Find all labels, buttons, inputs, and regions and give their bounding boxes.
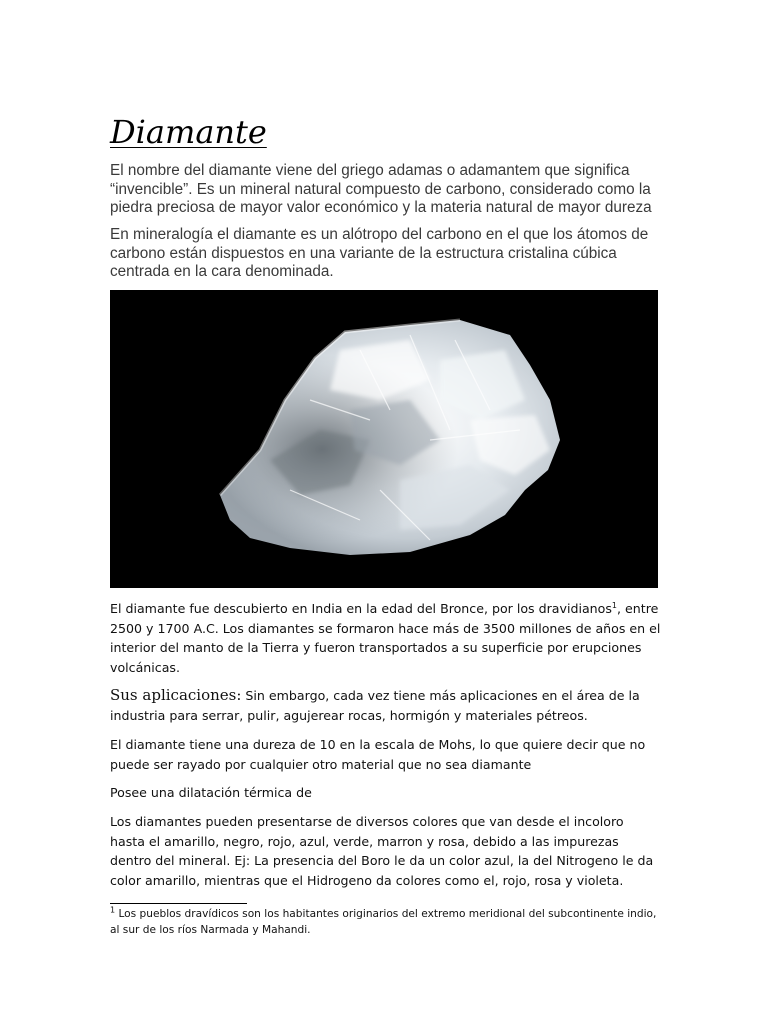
colors-paragraph: Los diamantes pueden presentarse de diversos colores que van desde el incoloro hasta el amarillo, negro, rojo, azul, verde, marron y rosa, debido a las impurezas dentro del mineral. Ej: La presencia del Boro le da un color azul, la del Nitrogeno le da color amarillo, mientras que el Hidrogeno da colores como el, rojo, rosa y violeta. xyxy=(110,814,654,888)
diamond-photo xyxy=(110,290,658,588)
discovery-paragraph xyxy=(110,599,662,677)
applications-heading: Sus aplicaciones: xyxy=(110,686,242,704)
page-title: Diamante xyxy=(110,113,267,151)
thermal-expansion-paragraph: Posee una dilatación térmica de xyxy=(110,785,312,800)
footnote-marker: 1 xyxy=(110,905,116,915)
footnote-separator xyxy=(110,903,247,904)
intro-paragraph-etymology: El nombre del diamante viene del griego adamas o adamantem que significa “invencible”. Es un mineral natural compuesto de carbono, considerado como la piedra preciosa de mayor valor económico y la materia natural de mayor dureza xyxy=(110,162,652,216)
footnote-text: Los pueblos dravídicos son los habitantes originarios del extremo meridional del subcontinente indio, al sur de los ríos Narmada y Mahandi. xyxy=(110,908,657,936)
discovery-text-continued: , entre 2500 y 1700 A.C. Los diamantes se formaron hace más de 3500 millones de años en el interior del manto de la Tierra y fueron transportados a su superficie por erupciones volcánicas. xyxy=(110,601,661,675)
discovery-text: El diamante fue descubierto en India en la edad del Bronce, por los dravidianos xyxy=(110,601,612,616)
rough-diamond-image xyxy=(110,290,658,588)
hardness-paragraph: El diamante tiene una dureza de 10 en la escala de Mohs, lo que quiere decir que no puede ser rayado por cualquier otro material que no sea diamante xyxy=(110,737,646,772)
footnote-reference: 1 xyxy=(611,600,618,610)
intro-paragraph-mineralogy: En mineralogía el diamante es un alótropo del carbono en el que los átomos de carbono están dispuestos en una variante de la estructura cristalina cúbica centrada en la cara denominada. xyxy=(110,226,649,280)
applications-text: Sin embargo, cada vez tiene más aplicaciones en el área de la industria para serrar, pulir, agujerear rocas, hormigón y materiales pétreos. xyxy=(110,688,640,723)
footnote xyxy=(110,906,662,938)
applications-paragraph xyxy=(110,686,662,725)
